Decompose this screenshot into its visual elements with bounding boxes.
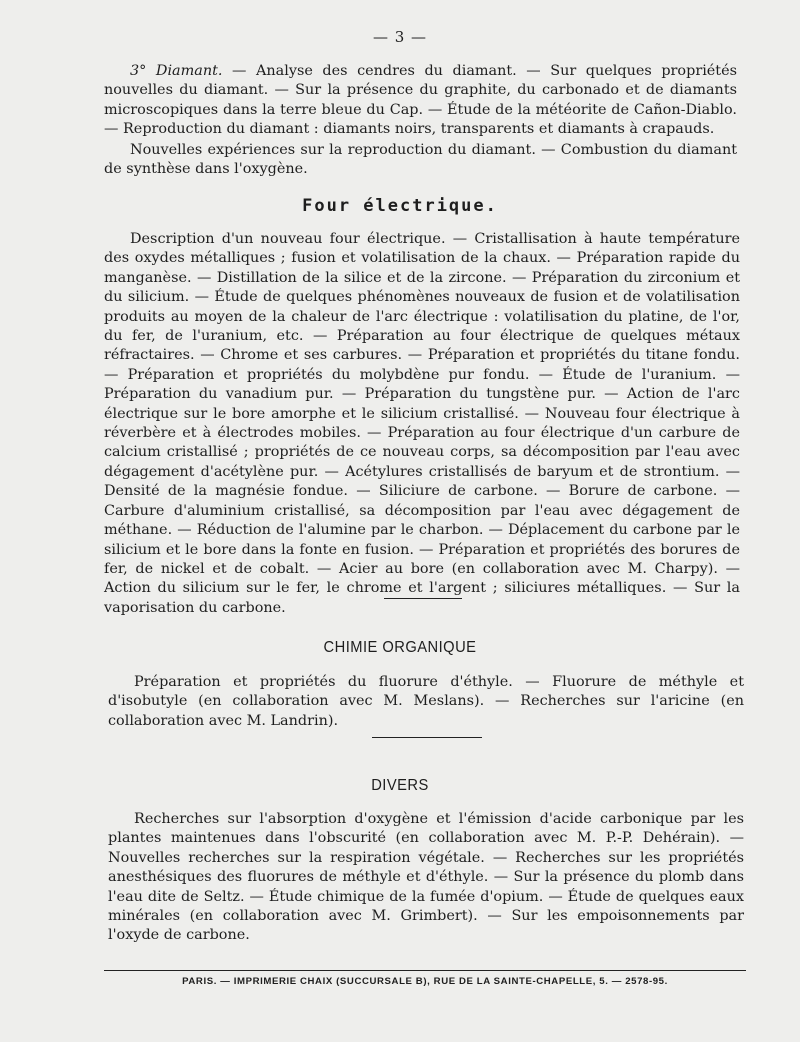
divers-paragraph: Recherches sur l'absorption d'oxygène et l'émission d'acide carbonique par les plantes maintenues dans l'obscurité (en collaboration avec M. P.-P. Dehérain). — Nouvelles recherches sur la respiration végétale. — Recherches sur les propriétés anesthésiques des fluorures de méthyle et d'éthyle. — Sur la présence du plomb dans l'eau dite de Seltz. — Étude chimique de la fumée d'opium. — Étude de quelques eaux minérales (en collaboration avec M. Grimbert). — Sur les empoisonnements par l'oxyde de carbone. (108, 811, 744, 944)
diamant-paragraph-2: Nouvelles expériences sur la reproduction du diamant. — Combustion du diamant de synthèse dans l'oxygène. (104, 142, 737, 178)
chimie-organique-heading: CHIMIE ORGANIQUE (323, 639, 477, 656)
diamant-paragraph (104, 62, 737, 140)
four-electrique-paragraph: Description d'un nouveau four électrique. — Cristallisation à haute température des oxydes métalliques ; fusion et volatilisation de la chaux. — Préparation rapide du manganèse. — Distillation de la silice et de la zircone. — Préparation du zirconium et du silicium. — Étude de quelques phénomènes nouveaux de fusion et de volatilisation produits au moyen de la chaleur de l'arc électrique : volatilisation du platine, de l'or, du fer, de l'uranium, etc. — Préparation au four électrique de quelques métaux réfractaires. — Chrome et ses carbures. — Préparation et propriétés du titane fondu. — Préparation et propriétés du molybdène pur fondu. — Étude de l'uranium. — Préparation du vanadium pur. — Préparation du tungstène pur. — Action de l'arc électrique sur le bore amorphe et le silicium cristallisé. — Nouveau four électrique à réverbère et à électrodes mobiles. — Préparation au four électrique d'un carbure de calcium cristallisé ; propriétés de ce nouveau corps, sa décomposition par l'eau avec dégagement d'acétylène pur. — Acétylures cristallisés de baryum et de strontium. — Densité de la magnésie fondue. — Siliciure de carbone. — Borure de carbone. — Carbure d'aluminium cristallisé, sa décomposition par l'eau avec dégagement de méthane. — Réduction de l'alumine par le charbon. — Déplacement du carbone par le silicium et le bore dans la fonte en fusion. — Préparation et propriétés des borures de fer, de nickel et de cobalt. — Acier au bore (en collaboration avec M. Charpy). — Action du silicium sur le fer, le chrome et l'argent ; siliciures métalliques. — Sur la vaporisation du carbone. (104, 231, 740, 616)
chimie-organique-paragraph: Préparation et propriétés du fluorure d'éthyle. — Fluorure de méthyle et d'isobutyle (en collaboration avec M. Meslans). — Recherches sur l'aricine (en collaboration avec M. Landrin). (108, 674, 744, 729)
four-electrique-heading: Four électrique. (302, 196, 498, 216)
footer-rule (104, 970, 746, 971)
section-divider-1 (384, 598, 462, 599)
section-divider-2 (372, 737, 482, 738)
printer-imprint: PARIS. — IMPRIMERIE CHAIX (SUCCURSALE B), RUE DE LA SAINTE-CHAPELLE, 5. — 2578-95. (182, 976, 668, 987)
page-number: — 3 — (372, 28, 428, 46)
divers-heading: DIVERS (371, 777, 429, 794)
diamant-lead: 3° Diamant. (130, 63, 223, 79)
diamant-body: — Analyse des cendres du diamant. — Sur quelques propriétés nouvelles du diamant. — Sur la présence du graphite, du carbonado et de diamants microscopiques dans la terre bleue du Cap. — Étude de la météorite de Cañon-Diablo. — Reproduction du diamant : diamants noirs, transparents et diamants à crapauds. (104, 63, 737, 138)
